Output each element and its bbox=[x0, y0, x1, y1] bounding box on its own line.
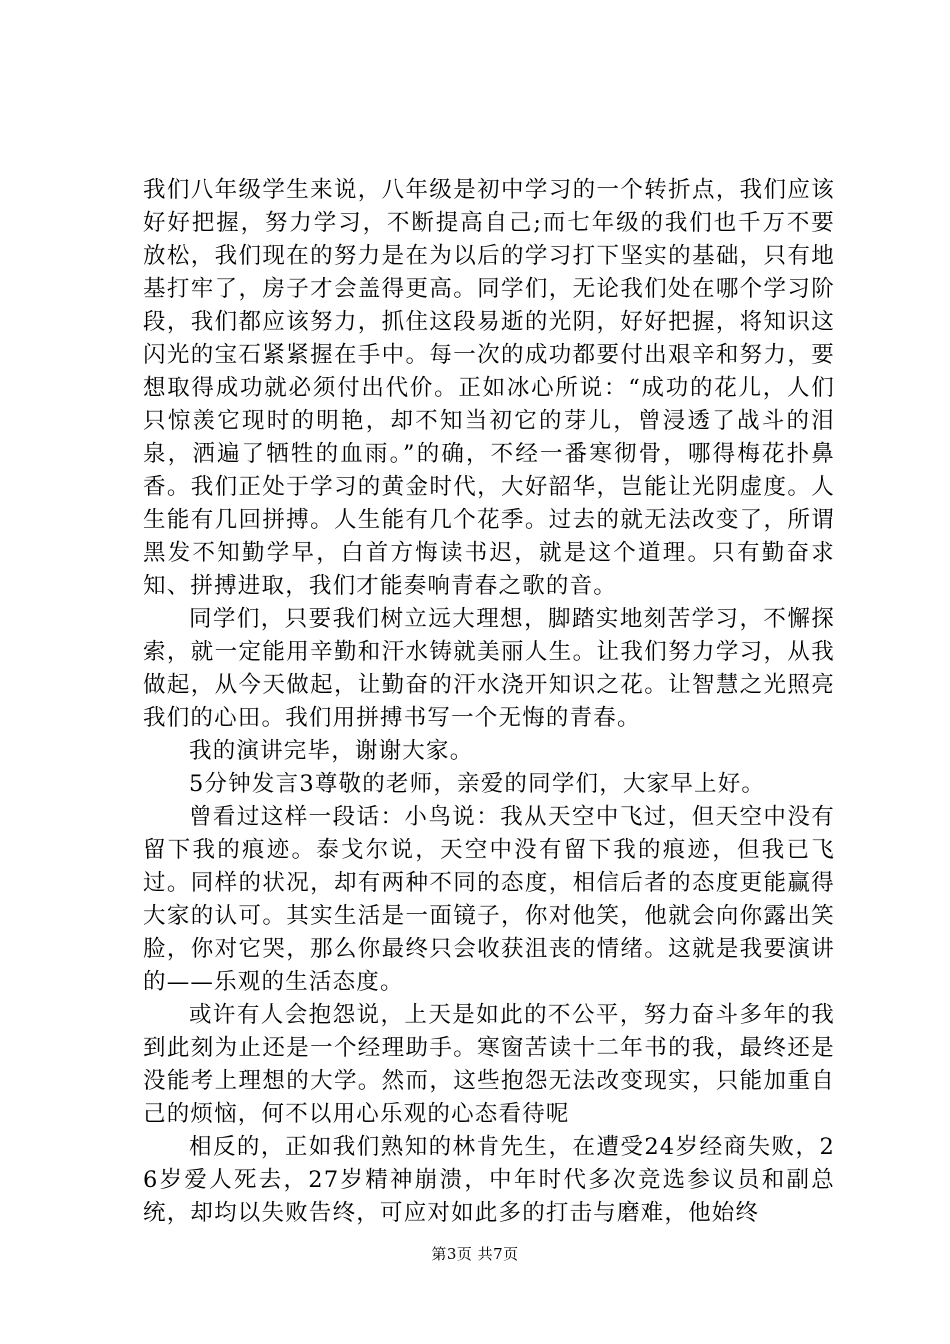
paragraph-4: 5分钟发言3尊敬的老师，亲爱的同学们，大家早上好。 bbox=[189, 771, 766, 797]
paragraph-3: 我的演讲完毕，谢谢大家。 bbox=[189, 738, 474, 764]
paragraph-6: 或许有人会抱怨说，上天是如此的不公平，努力奋斗多年的我到此刻为止还是一个经理助手。寒窗苦读十二年书的我，最终还是没能考上理想的大学。然而，这些抱怨无法改变现实，只能加重自己的烦恼，何不以用心乐观的心态看待呢 bbox=[143, 1002, 835, 1127]
speech-body-text bbox=[143, 174, 835, 1230]
paragraph-2: 同学们，只要我们树立远大理想，脚踏实地刻苦学习，不懈探索，就一定能用辛勤和汗水铸就美丽人生。让我们努力学习，从我做起，从今天做起，让勤奋的汗水浇开知识之花。让智慧之光照亮我们的心田。我们用拼搏书写一个无悔的青春。 bbox=[143, 606, 835, 731]
paragraph-1: 我们八年级学生来说，八年级是初中学习的一个转折点，我们应该好好把握，努力学习，不断提高自己;而七年级的我们也千万不要放松，我们现在的努力是在为以后的学习打下坚实的基础，只有地基打牢了，房子才会盖得更高。同学们，无论我们处在哪个学习阶段，我们都应该努力，抓住这段易逝的光阴，好好把握，将知识这闪光的宝石紧紧握在手中。每一次的成功都要付出艰辛和努力，要想取得成功就必须付出代价。正如冰心所说：“成功的花儿，人们只惊羡它现时的明艳，却不知当初它的芽儿，曾浸透了战斗的泪泉，洒遍了牺牲的血雨。”的确，不经一番寒彻骨，哪得梅花扑鼻香。我们正处于学习的黄金时代，大好韶华，岂能让光阴虚度。人生能有几回拼搏。人生能有几个花季。过去的就无法改变了，所谓黑发不知勤学早，白首方悔读书迟，就是这个道理。只有勤奋求知、拼搏进取，我们才能奏响青春之歌的音。 bbox=[143, 177, 835, 599]
page-number-footer: 第3页 共7页 bbox=[431, 1245, 519, 1263]
paragraph-7: 相反的，正如我们熟知的林肯先生，在遭受24岁经商失败，26岁爱人死去，27岁精神崩溃，中年时代多次竞选参议员和副总统，却均以失败告终，可应对如此多的打击与磨难，他始终 bbox=[143, 1134, 835, 1226]
paragraph-5: 曾看过这样一段话：小鸟说：我从天空中飞过，但天空中没有留下我的痕迹。泰戈尔说，天空中没有留下我的痕迹，但我已飞过。同样的状况，却有两种不同的态度，相信后者的态度更能赢得大家的认可。其实生活是一面镜子，你对他笑，他就会向你露出笑脸，你对它哭，那么你最终只会收获沮丧的情绪。这就是我要演讲的——乐观的生活态度。 bbox=[143, 804, 835, 995]
